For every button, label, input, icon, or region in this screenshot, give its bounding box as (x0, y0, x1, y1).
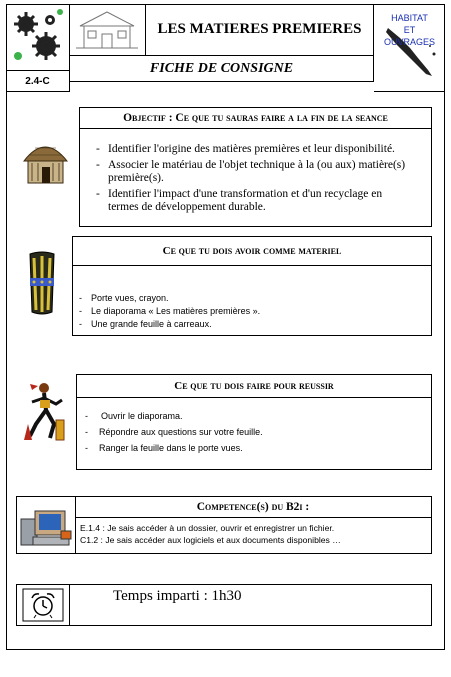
competence-box (16, 496, 432, 554)
list-item: - Identifier l'origine des matières premières et leur disponibilité. (94, 143, 414, 157)
computer-icon (17, 497, 75, 553)
faire-heading: Ce que tu dois faire pour reussir (77, 375, 431, 398)
list-item: - Ouvrir le diaporama. (83, 408, 413, 424)
house-icon (70, 4, 144, 54)
competence-text (80, 522, 425, 546)
materiel-list (77, 292, 417, 331)
temps-box (16, 584, 432, 626)
materiel-box (72, 236, 432, 336)
list-item: - Porte vues, crayon. (77, 292, 417, 305)
competence-line: C1.2 : Je sais accéder aux logiciels et aux documents disponibles … (80, 535, 341, 545)
list-item: - Ranger la feuille dans le porte vues. (83, 440, 413, 456)
materiel-heading: Ce que tu dois avoir comme materiel (73, 237, 431, 266)
page-title: LES MATIERES PREMIERES (146, 4, 374, 56)
theme-badge (374, 4, 445, 92)
list-item: - Identifier l'impact d'une transformation et d'un recyclage en termes de développement durable. (94, 188, 414, 215)
dancer-image (22, 380, 68, 442)
list-item: - Une grande feuille à carreaux. (77, 318, 417, 331)
objectif-list (94, 143, 414, 215)
competence-heading: Competence(s) du B2i : (75, 497, 431, 518)
computer-image (17, 497, 76, 553)
hut-icon (18, 131, 73, 191)
sheet-code: 2.4-C (6, 71, 70, 92)
faire-list (83, 408, 413, 456)
competence-line: E.1.4 : Je sais accéder à un dossier, ouvrir et enregistrer un fichier. (80, 523, 335, 533)
list-item: - Répondre aux questions sur votre feuille. (83, 424, 413, 440)
badge-line-3: OUVRAGES (383, 37, 435, 47)
list-item: - Associer le matériau de l'objet technique à la (ou aux) matière(s) première(s). (94, 159, 414, 186)
badge-line-1: HABITAT (391, 13, 428, 23)
badge-line-2: ET (403, 25, 416, 35)
clock-image (17, 585, 70, 625)
gears-logo (6, 4, 70, 71)
page-subtitle: FICHE DE CONSIGNE (70, 56, 374, 82)
drum-icon (24, 250, 60, 318)
alarm-clock-icon (17, 585, 69, 625)
hut-image (18, 131, 73, 191)
dancer-icon (22, 380, 68, 442)
house-image (70, 4, 146, 56)
gears-icon (6, 4, 68, 69)
temps-label: Temps imparti : 1h30 (113, 588, 242, 604)
faire-box (76, 374, 432, 470)
list-item: - Le diaporama « Les matières premières ». (77, 305, 417, 318)
objectif-heading: Objectif : Ce que tu sauras faire a la fin de la seance (80, 108, 431, 129)
drum-image (24, 250, 60, 318)
objectif-box (79, 107, 432, 227)
